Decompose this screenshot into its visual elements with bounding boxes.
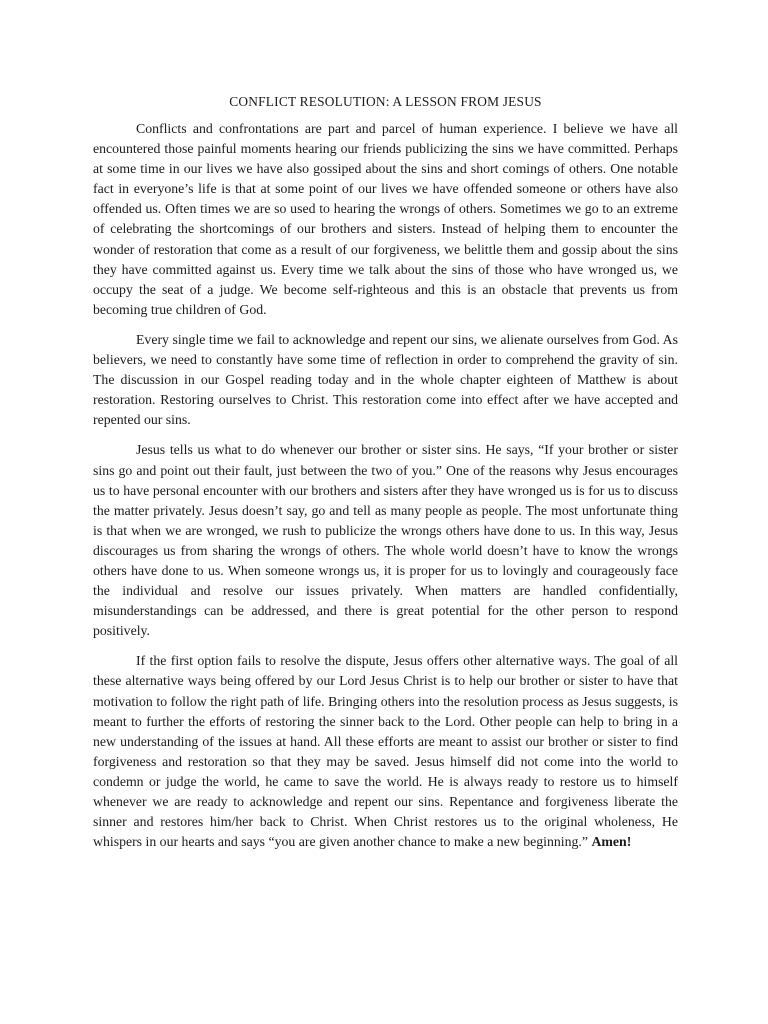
- paragraph-1: Conflicts and confrontations are part and parcel of human experience. I believe we have all encountered those painful moments hearing our friends publicizing the sins we have committed. Perhaps at some time in our lives we have also gossiped about the sins and short comings of others. One notable fact in everyone’s life is that at some point of our lives we have offended someone or others have also offended us. Often times we are so used to hearing the wrongs of others. Sometimes we go to an extreme of celebrating the shortcomings of our brothers and sisters. Instead of helping them to encounter the wonder of restoration that come as a result of our forgiveness, we belittle them and gossip about the sins they have committed against us. Every time we talk about the sins of those who have wronged us, we occupy the seat of a judge. We become self-righteous and this is an obstacle that prevents us from becoming true children of God.: [93, 121, 678, 317]
- document-title: CONFLICT RESOLUTION: A LESSON FROM JESUS: [229, 94, 542, 109]
- paragraph-2: Every single time we fail to acknowledge and repent our sins, we alienate ourselves from God. As believers, we need to constantly have some time of reflection in order to comprehend the gravity of sin. The discussion in our Gospel reading today and in the whole chapter eighteen of Matthew is about restoration. Restoring ourselves to Christ. This restoration come into effect after we have accepted and repented our sins.: [93, 331, 678, 428]
- paragraph-4-text: If the first option fails to resolve the dispute, Jesus offers other alternative ways. The goal of all these alternative ways being offered by our Lord Jesus Christ is to help our brother or sister to have that motivation to follow the right path of life. Bringing others into the resolution process as Jesus suggests, is meant to further the efforts of restoring the sinner back to the Lord. Other people can help to bring in a new understanding of the issues at hand. All these efforts are meant to assist our brother or sister to find forgiveness and restoration so that they may be saved. Jesus himself did not come into the world to condemn or judge the world, he came to save the world. He is always ready to restore us to himself whenever we are ready to acknowledge and repent our sins. Repentance and forgiveness liberate the sinner and restores him/her back to Christ. When Christ restores us to the original wholeness, He whispers in our hearts and says “you are given another chance to make a new beginning.”: [93, 653, 678, 850]
- paragraph-3: Jesus tells us what to do whenever our brother or sister sins. He says, “If your brother or sister sins go and point out their fault, just between the two of you.” One of the reasons why Jesus encourages us to have personal encounter with our brothers and sisters after they have wronged us is for us to discuss the matter privately. Jesus doesn’t say, go and tell as many people as people. The most unfortunate thing is that when we are wronged, we rush to publicize the wrongs others have done to us. In this way, Jesus discourages us from sharing the wrongs of others. The whole world doesn’t have to know the wrongs others have done to us. When someone wrongs us, it is proper for us to lovingly and courageously face the individual and resolve our issues privately. When matters are handled confidentially, misunderstandings can be addressed, and there is great potential for the other person to respond positively.: [93, 442, 678, 639]
- paragraph-4: [93, 651, 678, 852]
- closing-amen: Amen!: [591, 834, 632, 850]
- document-page: [93, 92, 678, 862]
